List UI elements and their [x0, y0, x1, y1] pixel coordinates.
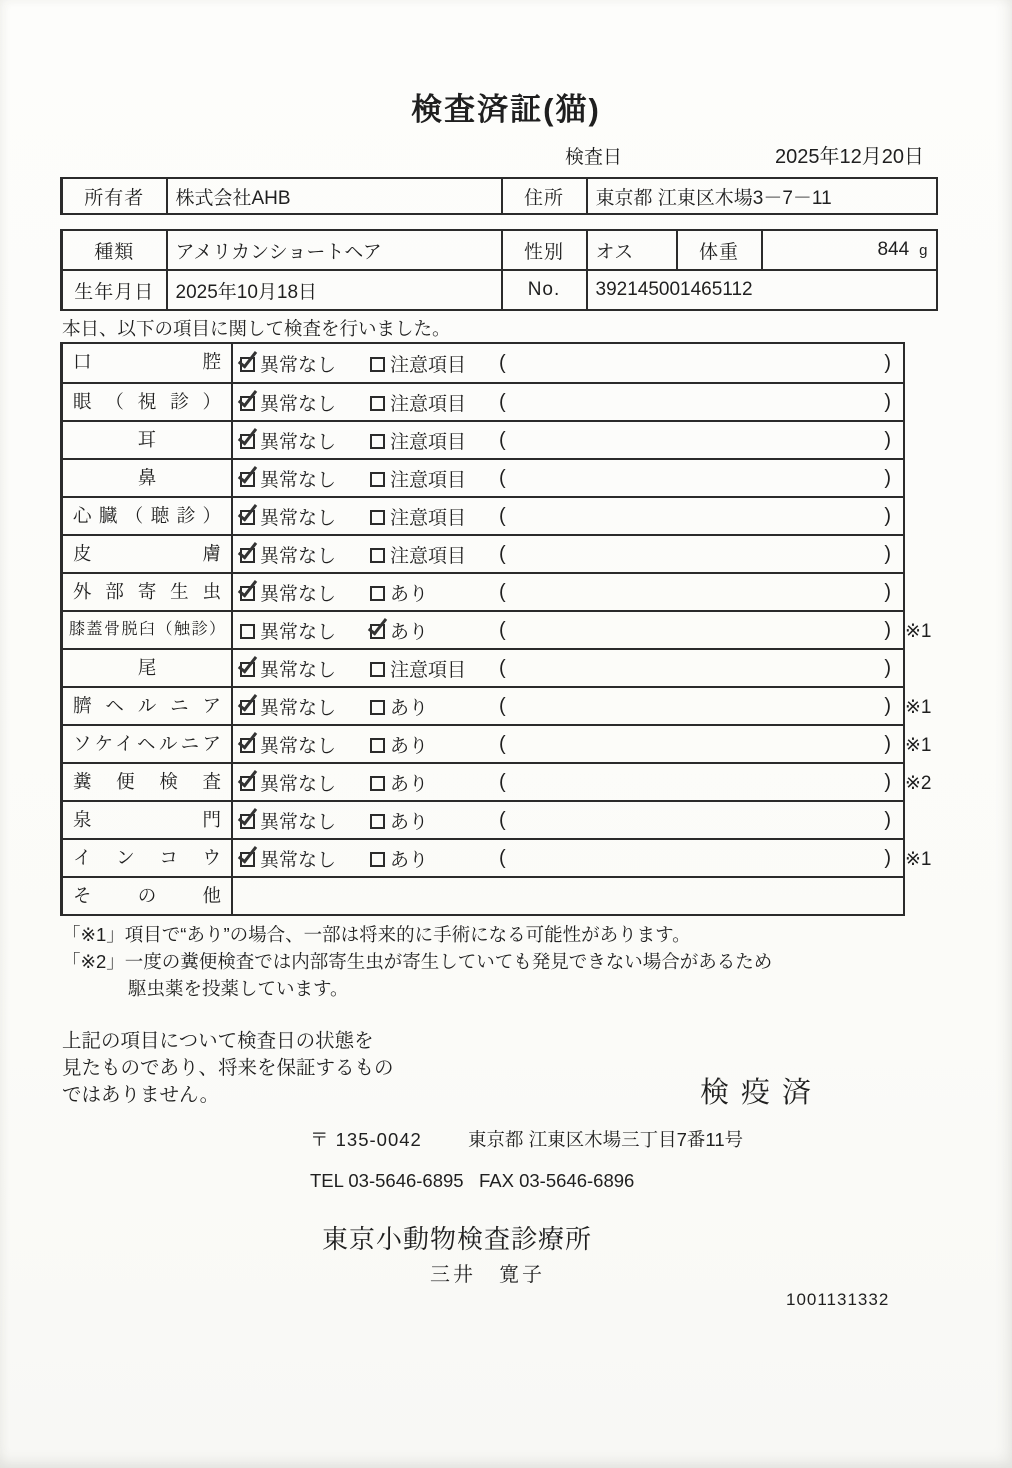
breed-label: 種類: [62, 230, 167, 270]
option-secondary: [370, 350, 499, 377]
checkbox-checked: [240, 776, 255, 791]
clinic-name: 東京小動物検査診療所: [322, 1224, 593, 1254]
checklist-row: [63, 838, 932, 876]
check-mark: [238, 462, 257, 483]
quarantine-stamp: 検疫済: [700, 1077, 824, 1109]
checkbox-checked: [240, 396, 255, 411]
checkbox-checked: [240, 662, 255, 677]
checkbox-checked: [240, 814, 255, 829]
check-mark: [238, 804, 257, 825]
option-label: 異常なし: [260, 697, 337, 719]
checklist-row: [63, 534, 903, 572]
disclaimer-line2: 見たものであり、将来を保証するもの: [62, 1057, 394, 1079]
checklist-row: [63, 762, 932, 800]
inspection-date-label: 検査日: [565, 147, 623, 168]
check-mark: [238, 728, 257, 749]
checkbox-unchecked: [370, 776, 385, 791]
check-mark: [238, 766, 257, 787]
option-no-abnormality: [240, 693, 370, 720]
open-paren: (: [499, 808, 506, 831]
option-secondary: [370, 769, 499, 796]
checklist-row: [63, 724, 932, 762]
check-mark: [238, 842, 257, 863]
option-label: あり: [390, 811, 429, 833]
open-paren: (: [499, 466, 506, 489]
option-label: 注意項目: [390, 354, 467, 376]
check-mark: [238, 386, 257, 407]
page-title: 検査済証(猫): [411, 92, 601, 127]
pet-table: [60, 229, 938, 311]
footnote-2-line2: 駆虫薬を投薬しています。: [128, 978, 349, 999]
checklist-row: [63, 800, 903, 838]
option-label: 注意項目: [390, 393, 467, 415]
intro-text: 本日、以下の項目に関して検査を行いました。: [62, 318, 451, 339]
address-value: 東京都 江東区木場3－7－11: [587, 178, 937, 214]
footnote-1: 「※1」項目で“あり”の場合、一部は将来的に手術になる可能性があります。: [62, 924, 691, 945]
checkbox-checked: [240, 510, 255, 525]
option-label: 異常なし: [260, 469, 337, 491]
checkbox-unchecked: [370, 814, 385, 829]
open-paren: (: [499, 504, 506, 527]
option-no-abnormality: [240, 389, 370, 416]
item-label: 鼻: [63, 460, 233, 496]
footnotes: [62, 921, 772, 1002]
checkbox-unchecked: [370, 510, 385, 525]
check-mark: [368, 614, 387, 635]
checkbox-unchecked: [370, 472, 385, 487]
checkbox-checked: [370, 624, 385, 639]
sex-value: オス: [587, 230, 677, 270]
checkbox-checked: [240, 472, 255, 487]
pet-row-2: [62, 270, 937, 310]
option-secondary: [370, 617, 499, 644]
checkbox-checked: [240, 357, 255, 372]
option-label: 注意項目: [390, 659, 467, 681]
reference-mark: ※2: [905, 773, 932, 794]
close-paren: ): [884, 770, 891, 793]
check-mark: [238, 690, 257, 711]
option-label: あり: [390, 773, 429, 795]
close-paren: ): [884, 580, 891, 603]
close-paren: ): [884, 846, 891, 869]
option-no-abnormality: [240, 807, 370, 834]
weight-value: 844: [877, 239, 910, 260]
pet-row-1: [62, 230, 937, 270]
tel-fax: TEL 03-5646-6895 FAX 03-5646-6896: [310, 1170, 635, 1191]
option-label: 異常なし: [260, 507, 337, 529]
item-label: 尾: [63, 650, 233, 686]
item-label: 外部寄生虫: [63, 574, 233, 610]
inspection-date-value: 2025年12月20日: [775, 146, 924, 168]
open-paren: (: [499, 351, 506, 374]
close-paren: ): [884, 466, 891, 489]
checklist-row: [63, 382, 903, 420]
option-label: 異常なし: [260, 431, 337, 453]
reference-mark: ※1: [905, 621, 932, 642]
option-label: 注意項目: [390, 545, 467, 567]
option-label: 異常なし: [260, 659, 337, 681]
checkbox-unchecked: [370, 662, 385, 677]
option-label: あり: [390, 849, 429, 871]
checkbox-unchecked: [370, 357, 385, 372]
checkbox-checked: [240, 586, 255, 601]
weight-value-cell: [762, 230, 937, 270]
open-paren: (: [499, 770, 506, 793]
option-label: 異常なし: [260, 354, 337, 376]
close-paren: ): [884, 351, 891, 374]
address-label: 住所: [502, 178, 587, 214]
checkbox-checked: [240, 548, 255, 563]
option-secondary: [370, 693, 499, 720]
checklist-row: [63, 648, 903, 686]
option-secondary: [370, 389, 499, 416]
item-label: 口腔: [63, 344, 233, 382]
birthdate-value: 2025年10月18日: [167, 270, 502, 310]
owner-value: 株式会社AHB: [167, 178, 502, 214]
checkbox-unchecked: [240, 624, 255, 639]
item-label: 泉門: [63, 802, 233, 838]
checklist-row: [63, 420, 903, 458]
option-no-abnormality: [240, 427, 370, 454]
option-secondary: [370, 807, 499, 834]
option-no-abnormality: [240, 731, 370, 758]
checklist-row: [63, 344, 903, 382]
option-label: あり: [390, 621, 429, 643]
open-paren: (: [499, 542, 506, 565]
checklist-row: [63, 496, 903, 534]
option-secondary: [370, 579, 499, 606]
item-label: 皮膚: [63, 536, 233, 572]
option-label: 注意項目: [390, 469, 467, 491]
sex-label: 性別: [502, 230, 587, 270]
no-label: No.: [502, 270, 587, 310]
serial-number: 1001131332: [786, 1290, 890, 1309]
check-mark: [238, 500, 257, 521]
checkbox-unchecked: [370, 434, 385, 449]
option-label: 注意項目: [390, 507, 467, 529]
close-paren: ): [884, 428, 891, 451]
item-label: 耳: [63, 422, 233, 458]
reference-mark: ※1: [905, 735, 932, 756]
close-paren: ): [884, 656, 891, 679]
veterinarian-name: 三井 寛子: [430, 1264, 545, 1286]
checkbox-unchecked: [370, 700, 385, 715]
checkbox-unchecked: [370, 586, 385, 601]
checklist-row: [63, 610, 932, 648]
footnote-2-line1: 「※2」一度の糞便検査では内部寄生虫が寄生していても発見できない場合があるため: [62, 951, 773, 972]
option-label: あり: [390, 697, 429, 719]
item-label: 臍ヘルニア: [63, 688, 233, 724]
option-no-abnormality: [240, 579, 370, 606]
open-paren: (: [499, 428, 506, 451]
open-paren: (: [499, 580, 506, 603]
open-paren: (: [499, 846, 506, 869]
open-paren: (: [499, 694, 506, 717]
owner-row: [62, 178, 937, 214]
checkbox-unchecked: [370, 548, 385, 563]
reference-mark: ※1: [905, 697, 932, 718]
option-secondary: [370, 541, 499, 568]
close-paren: ): [884, 542, 891, 565]
disclaimer-line1: 上記の項目について検査日の状態を: [62, 1030, 374, 1052]
item-label: 糞便検査: [63, 764, 233, 800]
checkbox-unchecked: [370, 852, 385, 867]
option-no-abnormality: [240, 465, 370, 492]
option-secondary: [370, 655, 499, 682]
checklist-row: [63, 686, 932, 724]
option-no-abnormality: [240, 617, 370, 644]
option-label: 異常なし: [260, 393, 337, 415]
open-paren: (: [499, 390, 506, 413]
checkbox-unchecked: [370, 396, 385, 411]
birthdate-label: 生年月日: [62, 270, 167, 310]
disclaimer: [62, 1028, 394, 1109]
item-label: 膝蓋骨脱臼（触診）: [63, 612, 233, 648]
option-no-abnormality: [240, 655, 370, 682]
option-label: 異常なし: [260, 621, 337, 643]
reference-mark: ※1: [905, 849, 932, 870]
check-mark: [238, 347, 257, 368]
open-paren: (: [499, 656, 506, 679]
weight-label: 体重: [677, 230, 762, 270]
weight-unit: g: [919, 242, 928, 259]
option-label: 異常なし: [260, 849, 337, 871]
checklist-row: [63, 876, 903, 914]
option-label: 注意項目: [390, 431, 467, 453]
checkbox-checked: [240, 434, 255, 449]
open-paren: (: [499, 732, 506, 755]
option-label: 異常なし: [260, 773, 337, 795]
close-paren: ): [884, 618, 891, 641]
close-paren: ): [884, 808, 891, 831]
checkbox-unchecked: [370, 738, 385, 753]
option-secondary: [370, 731, 499, 758]
option-no-abnormality: [240, 541, 370, 568]
checklist-row: [63, 458, 903, 496]
check-mark: [238, 538, 257, 559]
option-label: あり: [390, 735, 429, 757]
option-label: 異常なし: [260, 735, 337, 757]
close-paren: ): [884, 732, 891, 755]
clinic-address: 東京都 江東区木場三丁目7番11号: [468, 1129, 744, 1150]
option-secondary: [370, 427, 499, 454]
option-no-abnormality: [240, 350, 370, 377]
option-secondary: [370, 503, 499, 530]
checkbox-checked: [240, 700, 255, 715]
option-no-abnormality: [240, 503, 370, 530]
check-mark: [238, 576, 257, 597]
checkbox-checked: [240, 852, 255, 867]
checklist-row: [63, 572, 903, 610]
option-no-abnormality: [240, 845, 370, 872]
option-label: あり: [390, 583, 429, 605]
close-paren: ): [884, 504, 891, 527]
postal-code: 〒 135-0042: [310, 1129, 422, 1150]
option-label: 異常なし: [260, 811, 337, 833]
item-label: 眼（視診）: [63, 384, 233, 420]
option-label: 異常なし: [260, 545, 337, 567]
disclaimer-line3: ではありません。: [62, 1084, 220, 1106]
item-label: インコウ: [63, 840, 233, 876]
breed-value: アメリカンショートヘア: [167, 230, 502, 270]
close-paren: ): [884, 694, 891, 717]
owner-label: 所有者: [62, 178, 167, 214]
item-label: ソケイヘルニア: [63, 726, 233, 762]
owner-table: [60, 177, 938, 215]
item-label: その他: [63, 878, 233, 914]
option-secondary: [370, 845, 499, 872]
option-no-abnormality: [240, 769, 370, 796]
option-secondary: [370, 465, 499, 492]
check-mark: [238, 424, 257, 445]
item-label: 心臓（聴診）: [63, 498, 233, 534]
microchip-no-value: 392145001465112: [587, 270, 937, 310]
open-paren: (: [499, 618, 506, 641]
check-mark: [238, 652, 257, 673]
option-label: 異常なし: [260, 583, 337, 605]
checkbox-checked: [240, 738, 255, 753]
close-paren: ): [884, 390, 891, 413]
inspection-checklist: [60, 342, 932, 916]
